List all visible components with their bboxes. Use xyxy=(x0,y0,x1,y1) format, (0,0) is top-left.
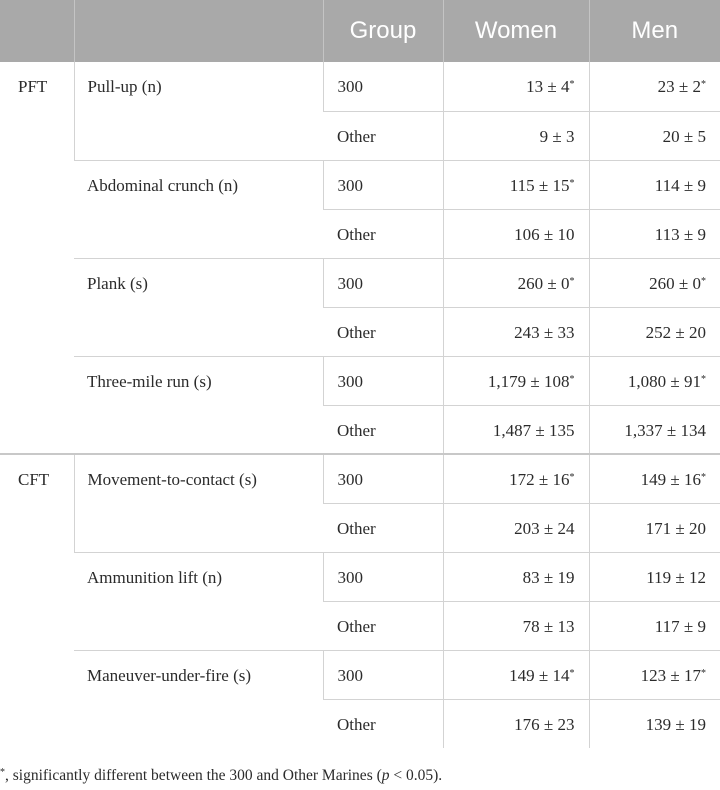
women-value-cell xyxy=(443,209,589,258)
significance-marker: * xyxy=(569,667,575,679)
men-value-cell xyxy=(589,601,720,650)
men-value-cell xyxy=(589,258,720,307)
women-value-cell xyxy=(443,699,589,748)
women-value-cell xyxy=(443,503,589,552)
women-value: 83 ± 19 xyxy=(522,567,575,587)
header-measure xyxy=(74,0,323,62)
women-value-cell xyxy=(443,258,589,307)
group-cell: Other xyxy=(323,503,443,552)
women-value: 13 ± 4 xyxy=(526,77,570,96)
header-women: Women xyxy=(443,0,589,62)
women-value-cell xyxy=(443,454,589,503)
group-cell: Other xyxy=(323,209,443,258)
men-value: 117 ± 9 xyxy=(654,616,706,636)
women-value: 1,487 ± 135 xyxy=(492,420,575,440)
men-value-cell xyxy=(589,209,720,258)
group-cell: Other xyxy=(323,601,443,650)
footnote-marker: * xyxy=(0,767,5,778)
table-row xyxy=(0,552,720,601)
men-value-cell xyxy=(589,454,720,503)
footnote-text-after: < 0.05). xyxy=(389,767,443,784)
men-value: 139 ± 19 xyxy=(645,714,706,734)
significance-marker: * xyxy=(569,373,575,385)
test-name-cell: PFT xyxy=(18,77,48,96)
women-value: 1,179 ± 108 xyxy=(487,371,570,391)
women-value-cell xyxy=(443,405,589,454)
women-value-cell xyxy=(443,160,589,209)
men-value-cell xyxy=(589,62,720,111)
men-value-cell xyxy=(589,552,720,601)
women-value-cell xyxy=(443,552,589,601)
women-value: 203 ± 24 xyxy=(514,518,575,538)
group-cell: Other xyxy=(323,111,443,160)
men-value: 260 ± 0 xyxy=(649,273,701,293)
measure-name-cell: Abdominal crunch (n) xyxy=(74,160,323,258)
group-cell: 300 xyxy=(323,454,443,503)
header-group: Group xyxy=(323,0,443,62)
women-value: 172 ± 16 xyxy=(509,470,570,489)
measure-name-cell: Ammunition lift (n) xyxy=(74,552,323,650)
men-value-cell xyxy=(589,356,720,405)
men-value: 119 ± 12 xyxy=(646,567,706,587)
men-value: 20 ± 5 xyxy=(662,126,706,146)
header-row xyxy=(0,0,720,62)
men-value-cell xyxy=(589,503,720,552)
women-value: 149 ± 14 xyxy=(509,665,570,685)
men-value-cell xyxy=(589,405,720,454)
significance-marker: * xyxy=(569,275,575,287)
men-value: 113 ± 9 xyxy=(654,224,706,244)
men-value: 123 ± 17 xyxy=(640,665,701,685)
men-value: 149 ± 16 xyxy=(640,470,701,489)
group-cell: 300 xyxy=(323,650,443,699)
header-men: Men xyxy=(589,0,720,62)
table-row xyxy=(0,650,720,699)
table-row xyxy=(0,62,720,111)
group-cell: 300 xyxy=(323,62,443,111)
men-value: 252 ± 20 xyxy=(645,322,706,342)
measure-name-cell: Plank (s) xyxy=(74,258,323,356)
significance-marker: * xyxy=(701,79,706,90)
men-value-cell xyxy=(589,111,720,160)
significance-marker: * xyxy=(701,373,706,385)
women-value: 260 ± 0 xyxy=(517,273,570,293)
men-value-cell xyxy=(589,650,720,699)
men-value: 171 ± 20 xyxy=(645,518,706,538)
table-row xyxy=(0,258,720,307)
group-cell: 300 xyxy=(323,258,443,307)
measure-name-cell: Movement-to-contact (s) xyxy=(74,454,323,552)
women-value: 115 ± 15 xyxy=(509,175,570,195)
women-value-cell xyxy=(443,601,589,650)
significance-marker: * xyxy=(701,472,706,483)
significance-marker: * xyxy=(569,472,575,483)
group-cell: 300 xyxy=(323,552,443,601)
men-value-cell xyxy=(589,160,720,209)
women-value: 78 ± 13 xyxy=(522,616,575,636)
men-value-cell xyxy=(589,699,720,748)
footnote xyxy=(0,767,720,785)
measure-name-cell: Three-mile run (s) xyxy=(74,356,323,454)
group-cell: Other xyxy=(323,699,443,748)
women-value: 106 ± 10 xyxy=(514,224,575,244)
group-cell: Other xyxy=(323,307,443,356)
group-cell: 300 xyxy=(323,356,443,405)
group-cell: Other xyxy=(323,405,443,454)
measure-name-cell: Maneuver-under-fire (s) xyxy=(74,650,323,748)
women-value-cell xyxy=(443,62,589,111)
women-value-cell xyxy=(443,356,589,405)
table-body xyxy=(0,62,720,748)
women-value: 9 ± 3 xyxy=(539,126,575,146)
group-cell: 300 xyxy=(323,160,443,209)
women-value: 176 ± 23 xyxy=(514,714,575,734)
men-value: 1,080 ± 91 xyxy=(627,371,701,391)
women-value-cell xyxy=(443,650,589,699)
men-value: 114 ± 9 xyxy=(654,175,706,195)
header-test xyxy=(0,0,74,62)
significance-marker: * xyxy=(701,275,706,287)
table-row xyxy=(0,160,720,209)
women-value-cell xyxy=(443,307,589,356)
women-value-cell xyxy=(443,111,589,160)
women-value: 243 ± 33 xyxy=(514,322,575,342)
men-value-cell xyxy=(589,307,720,356)
footnote-text-before: , significantly different between the 300 and Other Marines ( xyxy=(5,767,382,784)
significance-marker: * xyxy=(569,177,575,189)
significance-marker: * xyxy=(701,667,706,679)
men-value: 1,337 ± 134 xyxy=(624,420,706,440)
footnote-p-symbol: p xyxy=(381,767,390,784)
men-value: 23 ± 2 xyxy=(657,77,701,96)
test-name-cell: CFT xyxy=(0,454,74,748)
significance-marker: * xyxy=(569,79,575,90)
table-row xyxy=(0,356,720,405)
measure-name-cell: Pull-up (n) xyxy=(74,62,323,160)
table-row xyxy=(0,454,720,503)
